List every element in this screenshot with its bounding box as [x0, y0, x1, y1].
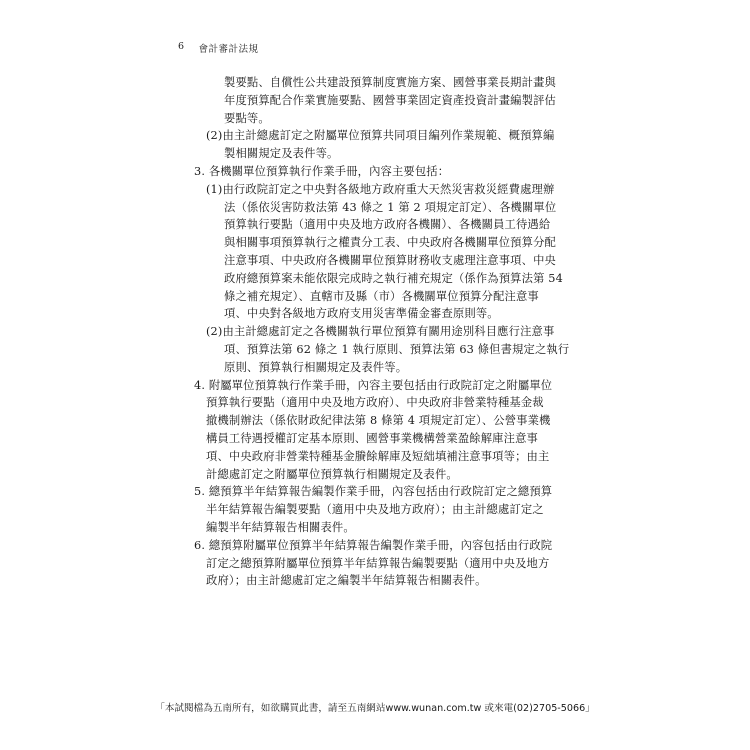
- text-line: 計總處訂定之附屬單位預算執行相關規定及表件。: [206, 467, 458, 481]
- text-line: 年度預算配合作業實施要點、國營事業固定資產投資計畫編製評估: [224, 93, 556, 107]
- text-line: 項、中央政府非營業特種基金賸餘解庫及短絀填補注意事項等；由主: [206, 449, 550, 463]
- text-line: 與相關事項預算執行之權責分工表、中央政府各機關單位預算分配: [224, 236, 556, 250]
- book-title: 會計審計法規: [198, 44, 259, 55]
- text-line: 撤機制辦法（係依財政紀律法第 8 條第 4 項規定訂定）、公營事業機: [206, 414, 551, 428]
- text-line: 政府）；由主計總處訂定之編製半年結算報告相關表件。: [206, 574, 487, 588]
- text-line: 構員工待遇授權訂定基本原則、國營事業機構營業盈餘解庫注意事: [206, 431, 538, 445]
- text-line: 3. 各機關單位預算執行作業手冊，內容主要包括：: [194, 164, 450, 178]
- text-line: 法（係依災害防救法第 43 條之 1 第 2 項規定訂定）、各機關單位: [224, 200, 557, 214]
- text-line: 製要點、自償性公共建設預算制度實施方案、國營事業長期計畫與: [224, 76, 556, 89]
- text-line: 原則、預算執行相關規定及表件等。: [224, 360, 408, 374]
- text-line: 5. 總預算半年結算報告編製作業手冊，內容包括由行政院訂定之總預算: [194, 485, 553, 499]
- text-line: (1)由行政院訂定之中央對各級地方政府重大天然災害救災經費處理辦: [206, 182, 555, 196]
- text-line: 政府總預算案未能依限完成時之執行補充規定（係作為預算法第 54: [224, 271, 563, 285]
- text-line: 訂定之總預算附屬單位預算半年結算報告編製要點（適用中央及地方: [206, 556, 550, 570]
- text-line: 項、中央對各級地方政府支用災害準備金審查原則等。: [224, 307, 499, 321]
- text-line: (2)由主計總處訂定之附屬單位預算共同項目編列作業規範、概預算編: [206, 129, 555, 143]
- text-line: 編製半年結算報告相關表件。: [206, 520, 355, 534]
- running-header: [178, 41, 259, 55]
- text-line: (2)由主計總處訂定之各機關執行單位預算有關用途別科目應行注意事: [206, 325, 555, 339]
- text-line: 4. 附屬單位預算執行作業手冊，內容主要包括由行政院訂定之附屬單位: [194, 378, 553, 392]
- page-number: 6: [178, 41, 185, 52]
- text-line: 注意事項、中央政府各機關單位預算財務收支處理注意事項、中央: [224, 253, 556, 267]
- text-line: 要點等。: [224, 111, 270, 125]
- text-line: 預算執行要點（適用中央及地方政府）、中央政府非營業特種基金裁: [206, 396, 544, 410]
- text-line: 條之補充規定）、直轄市及縣（市）各機關單位預算分配注意事: [224, 289, 539, 303]
- text-line: 預算執行要點（適用中央及地方政府各機關）、各機關員工待遇給: [224, 218, 551, 232]
- text-line: 6. 總預算附屬單位預算半年結算報告編製作業手冊，內容包括由行政院: [194, 538, 553, 552]
- text-line: 製相關規定及表件等。: [224, 147, 339, 161]
- preview-notice: 「本試閱檔為五南所有，如欲購買此書，請至五南網站www.wunan.com.tw 或來電(02)2705-5066」: [155, 703, 595, 714]
- page-body: [194, 74, 574, 590]
- text-line: 項、預算法第 62 條之 1 執行原則、預算法第 63 條但書規定之執行: [224, 342, 570, 356]
- text-line: 半年結算報告編製要點（適用中央及地方政府）；由主計總處訂定之: [206, 503, 544, 517]
